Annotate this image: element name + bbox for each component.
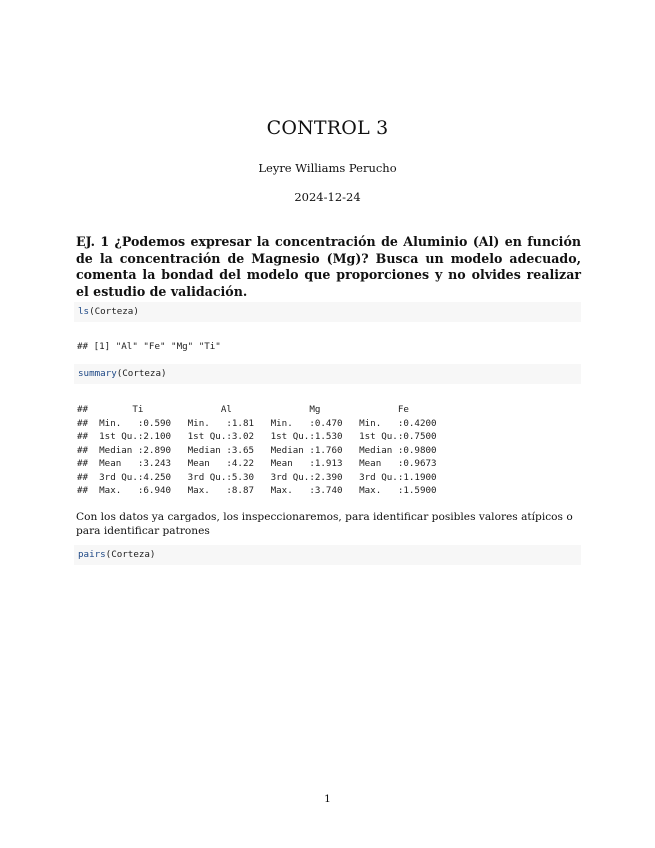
code-args: (Corteza) <box>89 306 139 317</box>
code-function: summary <box>78 368 117 379</box>
exercise-prompt <box>76 234 581 300</box>
code-chunk-ls <box>74 302 581 322</box>
code-function: pairs <box>78 549 106 560</box>
exercise-text: ¿Podemos expresar la concentración de Aluminio (Al) en función de la concentración de Magnesio (Mg)? Busca un modelo adecuado, comenta la bondad del modelo que proporciones y no olvides realizar el estudio de validación. <box>76 234 581 299</box>
page-number: 1 <box>324 793 331 805</box>
exercise-number: EJ. 1 <box>76 234 110 249</box>
code-args: (Corteza) <box>116 368 167 379</box>
code-output-ls: ## [1] "Al" "Fe" "Mg" "Ti" <box>77 341 221 352</box>
document-title: CONTROL 3 <box>266 117 389 139</box>
code-function: ls <box>78 306 90 317</box>
code-output-summary: ## Ti Al Mg Fe ## Min. :0.590 Min. :1.81 Min. :0.470 Min. :0.4200 ## 1st Qu.:2.100 1st Qu.:3.02 1st Qu.:1.530 1st Qu.:0.7500 ## Median :2.890 Median :3.65 Median :1.760 Median :0.9800 ## Mean :3.243 Mean :4.22 Mean :1.913 Mean :0.9673 ## 3rd Qu.:4.250 3rd Qu.:5.30 3rd Qu.:2.390 3rd Qu.:1.1900 ## Max. :6.940 Max. :8.87 Max. :3.740 Max. :1.5900 <box>77 404 437 496</box>
document-date: 2024-12-24 <box>294 190 361 204</box>
document-author: Leyre Williams Perucho <box>258 161 397 175</box>
body-paragraph: Con los datos ya cargados, los inspeccionaremos, para identificar posibles valores atípicos o para identificar patrones <box>76 511 573 537</box>
code-chunk-summary <box>74 364 581 384</box>
code-chunk-pairs <box>74 545 581 565</box>
code-args: (Corteza) <box>105 549 156 560</box>
